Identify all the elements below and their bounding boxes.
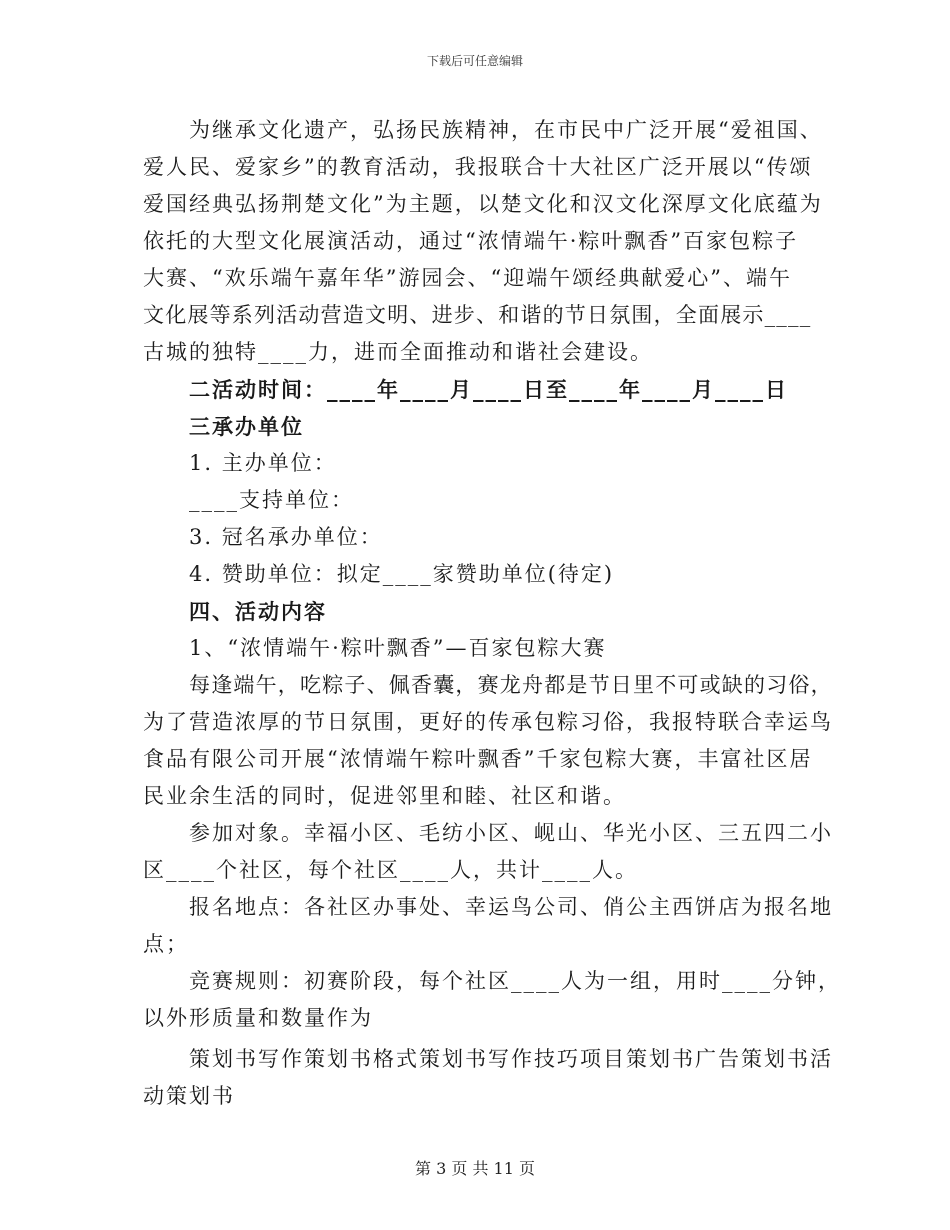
paragraph-line: 报名地点：各社区办事处、幸运鸟公司、俏公主西饼店为报名地 xyxy=(189,895,833,919)
list-item: 1. 主办单位： xyxy=(189,451,337,475)
paragraph-line: 竞赛规则：初赛阶段，每个社区____人为一组，用时____分钟， xyxy=(189,969,841,993)
paragraph-line: 动策划书 xyxy=(143,1084,235,1108)
list-item: ____支持单位： xyxy=(189,488,354,512)
paragraph-line: 为继承文化遗产，弘扬民族精神，在市民中广泛开展“爱祖国、 xyxy=(189,118,823,142)
page-footer: 第 3 页 共 11 页 xyxy=(415,1159,535,1178)
paragraph-line: 文化展等系列活动营造文明、进步、和谐的节日氛围，全面展示____ xyxy=(143,303,812,327)
paragraph-line: 区____个社区，每个社区____人，共计____人。 xyxy=(143,858,638,882)
section-heading-time: 二活动时间：____年____月____日至____年____月____日 xyxy=(189,377,788,402)
section-heading-content: 四、活动内容 xyxy=(189,599,327,624)
section-heading-organizers: 三承办单位 xyxy=(189,414,304,439)
paragraph-line: 为了营造浓厚的节日氛围，更好的传承包粽习俗，我报特联合幸运鸟 xyxy=(143,710,833,734)
paragraph-line: 食品有限公司开展“浓情端午粽叶飘香”千家包粽大赛，丰富社区居 xyxy=(143,747,813,771)
paragraph-line: 参加对象。幸福小区、毛纺小区、岘山、华光小区、三五四二小 xyxy=(189,821,833,845)
document-body xyxy=(143,112,841,1115)
list-item: 3. 冠名承办单位： xyxy=(189,525,383,549)
paragraph-line: 每逢端午，吃粽子、佩香囊，赛龙舟都是节日里不可或缺的习俗， xyxy=(189,673,833,697)
paragraph-line: 以外形质量和数量作为 xyxy=(143,1006,373,1030)
paragraph-line: 大赛、“欢乐端午嘉年华”游园会、“迎端午颂经典献爱心”、端午 xyxy=(143,266,792,290)
paragraph-line: 古城的独特____力，进而全面推动和谐社会建设。 xyxy=(143,340,653,364)
paragraph-line: 依托的大型文化展演活动，通过“浓情端午·粽叶飘香”百家包粽子 xyxy=(143,229,799,253)
page-header: 下载后可任意编辑 xyxy=(426,54,523,68)
paragraph-line: 策划书写作策划书格式策划书写作技巧项目策划书广告策划书活 xyxy=(189,1047,833,1071)
paragraph-line: 爱人民、爱家乡”的教育活动，我报联合十大社区广泛开展以“传颂 xyxy=(143,155,813,179)
paragraph-line: 点； xyxy=(143,932,189,956)
paragraph-line: 民业余生活的同时，促进邻里和睦、社区和谐。 xyxy=(143,784,626,808)
subsection-heading: 1、“浓情端午·粽叶飘香”—百家包粽大赛 xyxy=(189,636,607,660)
paragraph-line: 爱国经典弘扬荆楚文化”为主题，以楚文化和汉文化深厚文化底蕴为 xyxy=(143,192,823,216)
list-item: 4. 赞助单位：拟定____家赞助单位(待定) xyxy=(189,562,615,586)
